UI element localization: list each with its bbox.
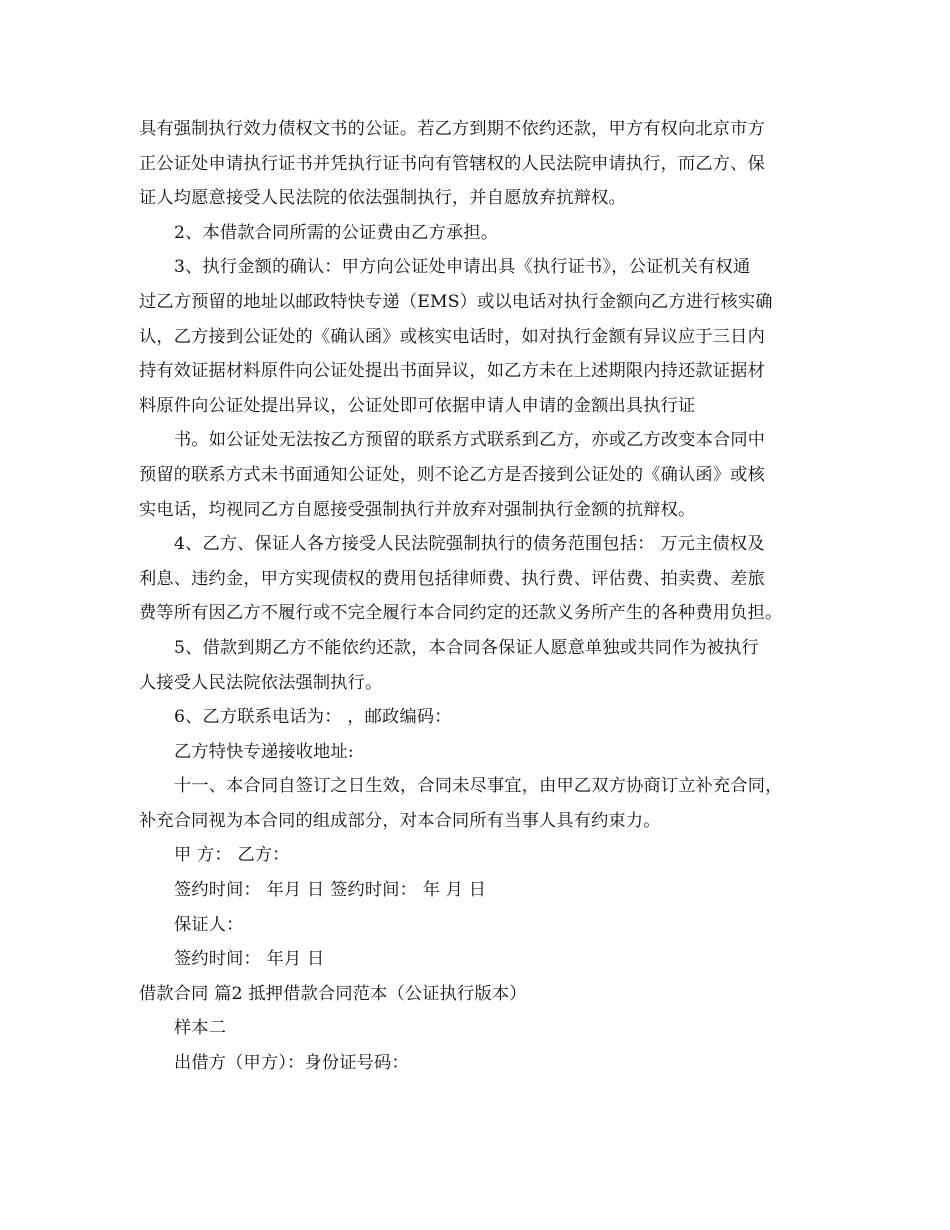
text-line: 认，乙方接到公证处的《确认函》或核实电话时，如对执行金额有异议应于三日内 <box>139 326 765 347</box>
text-line: 乙方特快专递接收地址: <box>174 741 354 762</box>
text-line: 利息、违约金，甲方实现债权的费用包括律师费、执行费、评估费、拍卖费、差旅 <box>139 568 765 589</box>
text-line: 出借方（甲方）：身份证号码： <box>174 1053 409 1074</box>
text-line: 费等所有因乙方不履行或不完全履行本合同约定的还款义务所产生的各种费用负担。 <box>139 603 783 624</box>
text-line: 4、乙方、保证人各方接受人民法院强制执行的债务范围包括： 万元主债权及 <box>174 534 765 555</box>
text-line: 5、借款到期乙方不能依约还款，本合同各保证人愿意单独或共同作为被执行 <box>174 637 759 658</box>
text-line: 签约时间： 年月 日 <box>174 949 325 970</box>
text-line: 签约时间： 年月 日 签约时间： 年 月 日 <box>174 880 487 901</box>
text-line: 正公证处申请执行证书并凭执行证书向有管辖权的人民法院申请执行，而乙方、保 <box>139 153 765 174</box>
text-line: 预留的联系方式未书面通知公证处，则不论乙方是否接到公证处的《确认函》或核 <box>139 464 765 485</box>
text-line: 2、本借款合同所需的公证费由乙方承担。 <box>174 222 499 243</box>
text-line: 3、执行金额的确认：甲方向公证处申请出具《执行证书》，公证机关有权通 <box>174 257 751 278</box>
text-line: 补充合同视为本合同的组成部分，对本合同所有当事人具有约束力。 <box>139 810 661 831</box>
text-line: 证人均愿意接受人民法院的依法强制执行，并自愿放弃抗辩权。 <box>139 188 626 209</box>
text-line: 具有强制执行效力债权文书的公证。若乙方到期不依约还款，甲方有权向北京市方 <box>139 119 765 139</box>
document-body <box>139 112 829 1081</box>
text-line: 6、乙方联系电话为： ，邮政编码： <box>174 707 452 728</box>
text-line: 持有效证据材料原件向公证处提出书面异议，如乙方未在上述期限内持还款证据材 <box>139 361 765 382</box>
text-line: 人接受人民法院依法强制执行。 <box>139 672 383 693</box>
text-line: 过乙方预留的地址以邮政特快专递（EMS）或以电话对执行金额向乙方进行核实确 <box>139 291 773 312</box>
text-line: 十一、本合同自签订之日生效，合同未尽事宜，由甲乙双方协商订立补充合同， <box>174 776 783 797</box>
text-line: 甲 方： 乙方： <box>174 845 290 866</box>
text-line: 实电话，均视同乙方自愿接受强制执行并放弃对强制执行金额的抗辩权。 <box>139 499 696 520</box>
text-line: 料原件向公证处提出异议，公证处即可依据申请人申请的金额出具执行证 <box>139 395 696 416</box>
text-line: 保证人： <box>174 914 244 935</box>
text-line: 书。如公证处无法按乙方预留的联系方式联系到乙方，亦或乙方改变本合同中 <box>174 430 766 451</box>
text-line: 样本二 <box>174 1018 227 1039</box>
text-line: 借款合同 篇2 抵押借款合同范本（公证执行版本） <box>139 983 527 1004</box>
